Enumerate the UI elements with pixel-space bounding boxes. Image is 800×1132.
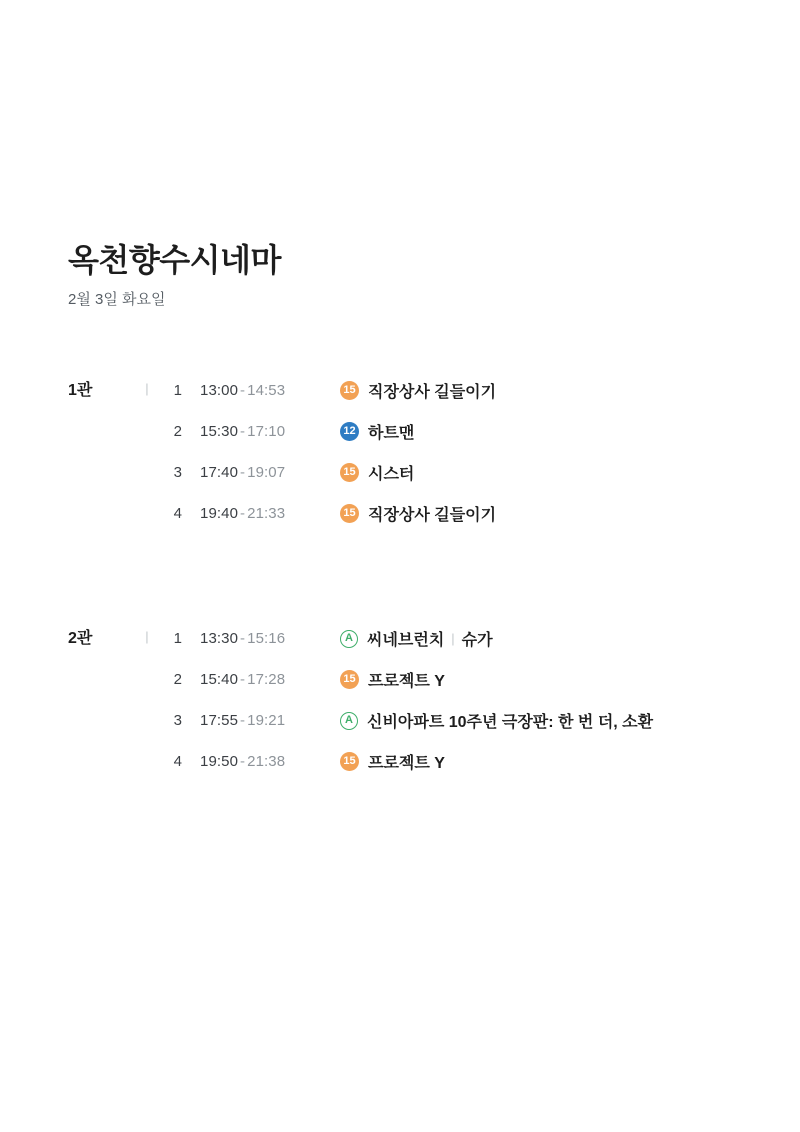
showtime-dash: - <box>240 505 246 522</box>
showtime-time <box>200 423 340 440</box>
age-rating-icon: 15 <box>340 504 359 523</box>
showtime-index: 2 <box>173 671 182 688</box>
showtime-time <box>200 630 340 647</box>
showtime-list <box>164 618 768 782</box>
showtime-dash: - <box>240 382 246 399</box>
showtime-row[interactable] <box>164 618 768 659</box>
hall-divider: | <box>145 629 149 644</box>
showtime-time <box>200 464 340 481</box>
showtime-start: 13:30 <box>200 630 239 647</box>
movie-subtitle-divider: | <box>451 631 455 646</box>
page-header <box>68 240 281 310</box>
showtime-index: 4 <box>173 753 182 770</box>
movie-title[interactable]: 프로젝트 Y <box>368 755 445 772</box>
showtime-row[interactable] <box>164 741 768 782</box>
showtime-start: 15:30 <box>200 423 239 440</box>
schedule-date: 2월 3일 화요일 <box>68 291 166 308</box>
hall-section <box>68 618 768 782</box>
page-title: 옥천향수시네마 <box>68 242 281 278</box>
showtime-index: 2 <box>173 423 182 440</box>
showtime-dash: - <box>240 464 246 481</box>
showtime-end: 21:38 <box>247 753 286 770</box>
showtime-end: 21:33 <box>247 505 286 522</box>
movie-title[interactable]: 하트맨 <box>368 425 415 442</box>
showtime-end: 17:10 <box>247 423 286 440</box>
showtime-row[interactable] <box>164 370 768 411</box>
showtime-row[interactable] <box>164 659 768 700</box>
showtime-row[interactable] <box>164 493 768 534</box>
showtime-dash: - <box>240 712 246 729</box>
showtime-time <box>200 753 340 770</box>
showtime-start: 19:40 <box>200 505 239 522</box>
movie-title[interactable]: 직장상사 길들이기 <box>368 507 497 524</box>
showtime-dash: - <box>240 753 246 770</box>
age-rating-icon: 15 <box>340 381 359 400</box>
showtime-start: 19:50 <box>200 753 239 770</box>
showtime-row[interactable] <box>164 700 768 741</box>
showtime-start: 15:40 <box>200 671 239 688</box>
showtime-time <box>200 712 340 729</box>
showtime-index: 4 <box>173 505 182 522</box>
showtime-start: 17:55 <box>200 712 239 729</box>
hall-name: 1관 <box>68 382 93 399</box>
showtime-end: 17:28 <box>247 671 286 688</box>
showtime-end: 14:53 <box>247 382 286 399</box>
movie-title[interactable]: 씨네브런치 <box>367 632 445 649</box>
age-rating-icon: A <box>340 712 358 730</box>
movie-title[interactable]: 신비아파트 10주년 극장판: 한 번 더, 소환 <box>367 714 654 731</box>
showtime-start: 13:00 <box>200 382 239 399</box>
showtime-dash: - <box>240 423 246 440</box>
showtime-end: 15:16 <box>247 630 286 647</box>
showtime-dash: - <box>240 630 246 647</box>
showtime-time <box>200 671 340 688</box>
age-rating-icon: A <box>340 630 358 648</box>
showtime-time <box>200 505 340 522</box>
age-rating-icon: 15 <box>340 463 359 482</box>
showtime-end: 19:21 <box>247 712 286 729</box>
age-rating-icon: 15 <box>340 752 359 771</box>
showtime-row[interactable] <box>164 411 768 452</box>
hall-section <box>68 370 768 534</box>
showtime-list <box>164 370 768 534</box>
showtime-index: 1 <box>173 630 182 647</box>
movie-title[interactable]: 직장상사 길들이기 <box>368 384 497 401</box>
age-rating-icon: 12 <box>340 422 359 441</box>
showtime-start: 17:40 <box>200 464 239 481</box>
showtime-index: 3 <box>173 712 182 729</box>
showtime-time <box>200 382 340 399</box>
movie-title[interactable]: 시스터 <box>368 466 415 483</box>
hall-list <box>68 370 768 782</box>
showtime-end: 19:07 <box>247 464 286 481</box>
movie-subtitle[interactable]: 슈가 <box>461 632 493 649</box>
showtime-index: 1 <box>173 382 182 399</box>
showtime-row[interactable] <box>164 452 768 493</box>
showtime-index: 3 <box>173 464 182 481</box>
hall-name: 2관 <box>68 630 93 647</box>
age-rating-icon: 15 <box>340 670 359 689</box>
showtime-dash: - <box>240 671 246 688</box>
hall-divider: | <box>145 381 149 396</box>
movie-title[interactable]: 프로젝트 Y <box>368 673 445 690</box>
